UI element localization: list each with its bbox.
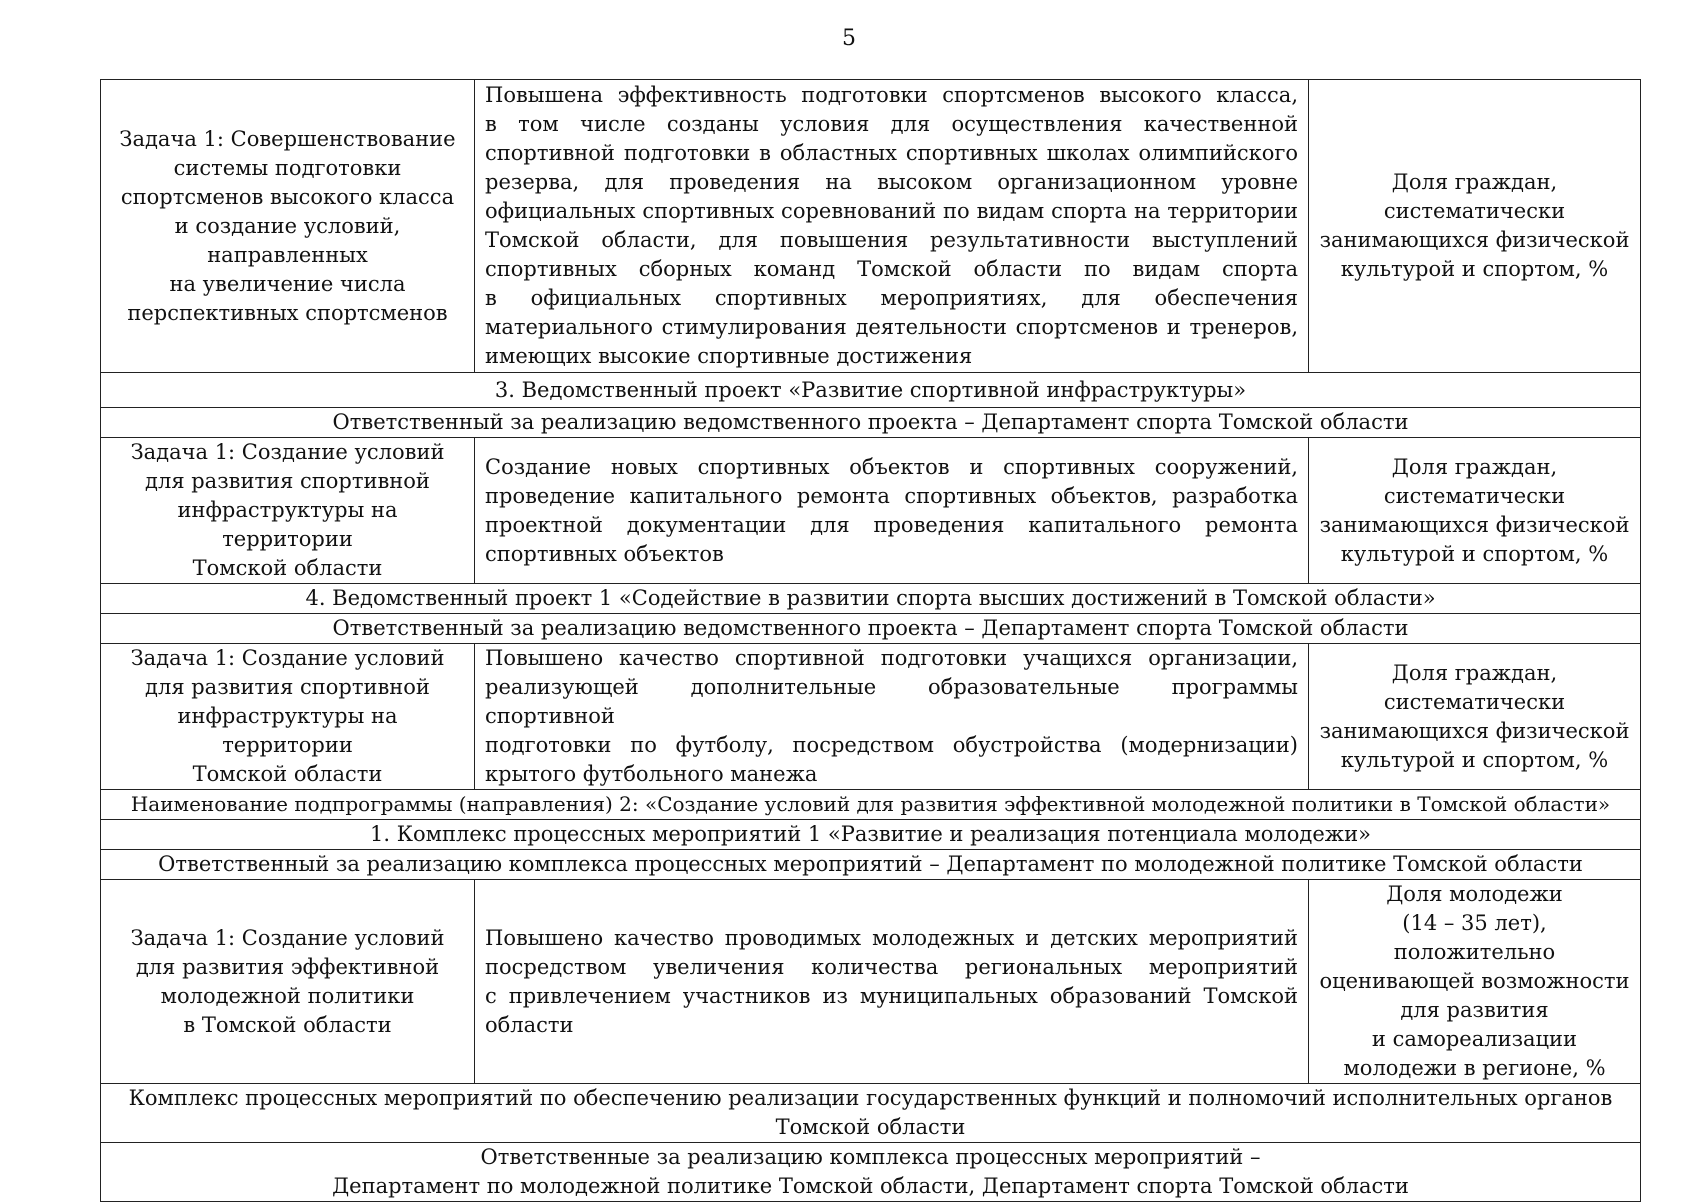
table-row: [101, 790, 1641, 820]
result-line: проектной документации для проведения капитального ремонта: [485, 512, 1298, 537]
result-line: материального стимулирования деятельности спортсменов и тренеров,: [485, 315, 1298, 339]
result-cell: [475, 644, 1309, 790]
indicator-line: и самореализации: [1371, 1027, 1578, 1051]
result-line: посредством увеличения количества региональных мероприятий: [485, 954, 1298, 979]
task-line: Томской области: [192, 762, 383, 786]
indicator-line: культурой и спортом, %: [1340, 541, 1609, 566]
task-line: Томской области: [192, 556, 383, 580]
task-line: для развития эффективной: [135, 954, 440, 979]
table-row: [101, 80, 1641, 373]
indicator-cell: [1309, 80, 1641, 373]
section-heading: [101, 1084, 1641, 1143]
result-line: официальных спортивных соревнований по видам спорта на территории: [485, 199, 1298, 223]
table-row: [101, 614, 1641, 644]
result-cell: [475, 80, 1309, 373]
indicator-line: для развития: [1400, 998, 1549, 1022]
indicator-cell: [1309, 880, 1641, 1084]
indicator-line: Доля граждан,: [1391, 454, 1558, 479]
task-line: для развития спортивной: [145, 675, 430, 699]
responsible-heading: Ответственный за реализацию ведомственного проекта – Департамент спорта Томской области: [101, 408, 1641, 438]
table-row: [101, 820, 1641, 850]
task-line: инфраструктуры на территории: [177, 704, 398, 757]
task-line: для развития спортивной: [145, 469, 430, 493]
task-line: направленных: [207, 242, 368, 267]
responsible-heading: Ответственный за реализацию комплекса процессных мероприятий – Департамент по молодежной политике Томской области: [101, 850, 1641, 880]
table-row: [101, 850, 1641, 880]
table-row: [101, 408, 1641, 438]
responsible-heading: [101, 1143, 1641, 1202]
task-line: и создание условий,: [174, 213, 401, 238]
task-cell: [101, 80, 475, 373]
indicator-line: (14 – 35 лет), положительно: [1393, 911, 1556, 964]
task-line: инфраструктуры на территории: [177, 498, 398, 551]
indicator-line: Доля граждан,: [1391, 170, 1558, 194]
result-line: резерва, для проведения на высоком организационном уровне: [485, 170, 1298, 194]
task-cell: [101, 438, 475, 584]
section-heading: 4. Ведомственный проект 1 «Содействие в развитии спорта высших достижений в Томской области»: [101, 584, 1641, 614]
result-line: крытого футбольного манежа: [485, 762, 818, 786]
table-row: [101, 1084, 1641, 1143]
result-line: проведение капитального ремонта спортивных объектов, разработка: [485, 483, 1298, 508]
indicator-line: молодежи в регионе, %: [1343, 1056, 1606, 1080]
table-row: [101, 1143, 1641, 1202]
task-line: Задача 1: Совершенствование: [119, 126, 456, 151]
heading-line: Комплекс процессных мероприятий по обеспечению реализации государственных функций и полномочий исполнительных органов: [128, 1086, 1613, 1110]
section-heading: 3. Ведомственный проект «Развитие спортивной инфраструктуры»: [101, 373, 1641, 408]
task-line: Задача 1: Создание условий: [130, 646, 445, 670]
result-line: в официальных спортивных мероприятиях, для обеспечения: [485, 286, 1298, 310]
result-line: Повышено качество проводимых молодежных и детских мероприятий: [485, 925, 1298, 950]
result-line: спортивных сборных команд Томской области по видам спорта: [485, 257, 1298, 281]
heading-line: Томской области: [775, 1115, 966, 1139]
indicator-line: Доля граждан,: [1391, 660, 1558, 685]
task-line: спортсменов высокого класса: [120, 184, 455, 209]
result-line: подготовки по футболу, посредством обустройства (модернизации): [485, 733, 1298, 757]
heading-line: Департамент по молодежной политике Томской области, Департамент спорта Томской области: [332, 1174, 1409, 1198]
program-structure-table: [100, 79, 1641, 1202]
indicator-line: систематически: [1383, 199, 1566, 223]
indicator-line: Доля молодежи: [1386, 882, 1563, 906]
indicator-line: культурой и спортом, %: [1340, 257, 1609, 281]
task-line: молодежной политики: [160, 983, 415, 1008]
indicator-line: занимающихся физической: [1319, 718, 1630, 743]
task-line: системы подготовки: [173, 155, 402, 180]
task-cell: [101, 644, 475, 790]
task-line: в Томской области: [183, 1012, 392, 1037]
indicator-line: занимающихся физической: [1319, 228, 1630, 252]
result-line: Повышена эффективность подготовки спортсменов высокого класса,: [485, 83, 1298, 107]
task-cell: [101, 880, 475, 1084]
responsible-heading: Ответственный за реализацию ведомственного проекта – Департамент спорта Томской области: [101, 614, 1641, 644]
indicator-line: систематически: [1383, 689, 1566, 714]
task-line: на увеличение числа: [169, 271, 406, 296]
task-line: перспективных спортсменов: [127, 300, 448, 325]
indicator-cell: [1309, 644, 1641, 790]
result-line: Повышено качество спортивной подготовки учащихся организации,: [485, 646, 1298, 670]
result-line: Томской области, для повышения результативности выступлений: [485, 228, 1298, 252]
result-cell: [475, 880, 1309, 1084]
result-line: Создание новых спортивных объектов и спортивных сооружений,: [485, 454, 1298, 479]
indicator-line: оценивающей возможности: [1319, 969, 1630, 993]
subprogram-heading: Наименование подпрограммы (направления) 2: «Создание условий для развития эффективной молодежной политики в Томской области»: [101, 790, 1641, 820]
table-row: [101, 373, 1641, 408]
indicator-cell: [1309, 438, 1641, 584]
result-line: спортивной подготовки в областных спортивных школах олимпийского: [485, 141, 1298, 165]
task-line: Задача 1: Создание условий: [130, 440, 445, 464]
indicator-line: культурой и спортом, %: [1340, 747, 1609, 772]
result-line: в том числе созданы условия для осуществления качественной: [485, 112, 1298, 136]
result-line: с привлечением участников из муниципальных образований Томской: [485, 983, 1298, 1008]
task-line: Задача 1: Создание условий: [130, 925, 445, 950]
page-number: 5: [842, 26, 856, 51]
indicator-line: занимающихся физической: [1319, 512, 1630, 537]
result-line: спортивных объектов: [485, 541, 724, 566]
indicator-line: систематически: [1383, 483, 1566, 508]
table-row: [101, 584, 1641, 614]
result-cell: [475, 438, 1309, 584]
result-line: имеющих высокие спортивные достижения: [485, 344, 973, 368]
table-row: [101, 438, 1641, 584]
result-line: реализующей дополнительные образовательные программы спортивной: [485, 675, 1298, 728]
result-line: области: [485, 1012, 574, 1037]
table-row: [101, 644, 1641, 790]
table-row: [101, 880, 1641, 1084]
section-heading: 1. Комплекс процессных мероприятий 1 «Развитие и реализация потенциала молодежи»: [101, 820, 1641, 850]
heading-line: Ответственные за реализацию комплекса процессных мероприятий –: [480, 1145, 1261, 1169]
